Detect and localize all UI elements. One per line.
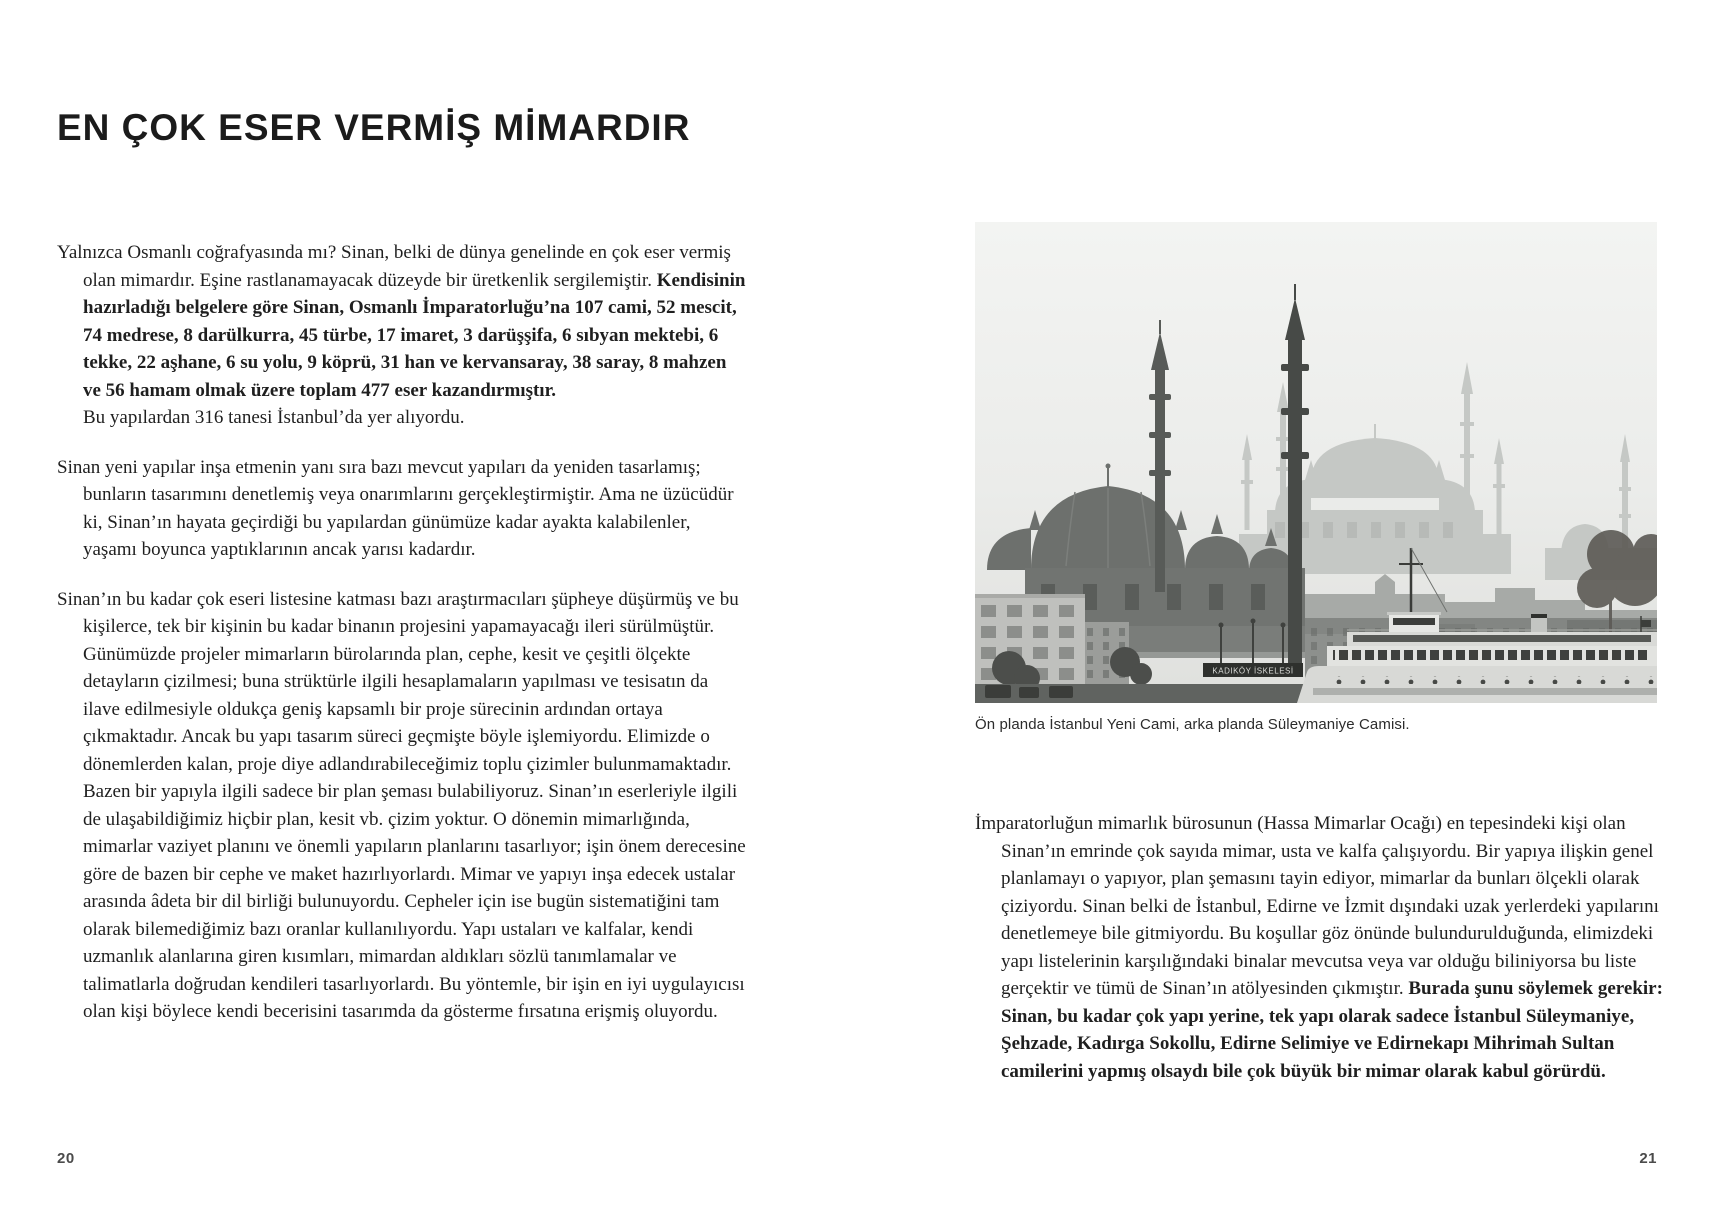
chapter-title: EN ÇOK ESER VERMİŞ MİMARDIR: [57, 106, 691, 148]
paragraph-3: Sinan’ın bu kadar çok eseri listesine katması bazı araştırmacıları şüpheye düşürmüş ve bu kişilerce, tek bir kişinin bu kadar binanın projesini yapamayacağı ileri sürülmüştür. Günümüzde projeler mimarların bürolarında plan, cephe, kesit ve çeşitli ölçekte detayların çizilmesi; buna strüktürle ilgili hesaplamaların yapılması ve tesisatın da ilave edilmesiyle oldukça geniş kapsamlı bir proje sürecinin ardından ortaya çıkmaktadır. Ancak bu yapı tasarım süreci geçmişte böyle işlemiyordu. Elimizde o dönemlerden kalan, proje diye adlandırabileceğimiz toplu çizimler bulunmamaktadır. Bazen bir yapıyla ilgili sadece bir plan şeması bulabiliyoruz. Sinan’ın eserleriyle ilgili de ulaşabildiğimiz hiçbir plan, kesit vb. çizim yoktur. O dönemin mimarlığında, mimarlar vaziyet planını ve önemli yapıların planlarını tasarlıyor; işin önem derecesine göre de bazen bir cephe ve maket hazırlıyorlardı. Mimar ve yapıyı inşa edecek ustalar arasında âdeta bir dil birliği bulunuyordu. Cepheler için ise bugün sistematiğini tam olarak bilemediğimiz bazı oranlar kullanılıyordu. Yapı ustaları ve kalfalar, kendi uzmanlık alanlarına giren kısımları, mimardan aldıkları sözlü tanımlamalar ve talimatlarla doğrudan kendileri tasarlıyorlardı. Bu yöntemle, bir işin en iyi uygulayıcısı olan kişi böylece kendi becerisini tasarımda da gösterme fırsatına erişmiş oluyordu.: [57, 588, 746, 1022]
paragraph-2: Sinan yeni yapılar inşa etmenin yanı sıra bazı mevcut yapıları da yeniden tasarlamış; bunların tasarımını denetlemiş veya onarımlarını gerçekleştirmiştir. Ama ne üzücüdür ki, Sinan’ın hayata geçirdiği bu yapılardan günümüze kadar ayakta kalabilenler, yaşamı boyunca yaptıklarının ancak yarısı kadardır.: [57, 456, 734, 560]
istanbul-skyline-photo: [975, 222, 1657, 703]
photo-caption: Ön planda İstanbul Yeni Cami, arka planda Süleymaniye Camisi.: [975, 716, 1410, 733]
page-number-right: 21: [1639, 1150, 1657, 1167]
page-number-left: 20: [57, 1150, 75, 1167]
paragraph-4: İmparatorluğun mimarlık bürosunun (Hassa Mimarlar Ocağı) en tepesindeki kişi olan Sinan’ın emrinde çok sayıda mimar, usta ve kalfa çalışıyordu. Bir yapıya ilişkin genel planlamayı o yapıyor, plan şemasını tayin ediyor, mimarlar da bunları ölçekli olarak çiziyordu. Sinan belki de İstanbul, Edirne ve İzmit dışındaki uzak yerlerdeki yapılarını denetlemeye bile gitmiyordu. Bu koşullar göz önünde bulundurulduğunda, elimizdeki yapı listelerinin karşılığındaki binalar mevcutsa veya var olduğu biliniyorsa bu liste gerçektir ve tümü de Sinan’ın atölyesinden çıkmıştır. Burada şunu söylemek gerekir: Sinan, bu kadar çok yapı yerine, tek yapı olarak sadece İstanbul Süleymaniye, Şehzade, Kadırga Sokollu, Edirne Selimiye ve Edirnekapı Mihrimah Sultan camilerini yapmış olsaydı bile çok büyük bir mimar olarak kabul görürdü.: [975, 813, 1663, 1082]
right-body-text: [975, 810, 1665, 1085]
kadikoy-sign-text: KADIKÖY İSKELESİ: [1212, 666, 1294, 676]
photo-figure: [975, 222, 1657, 735]
paragraph-1: Yalnızca Osmanlı coğrafyasında mı? Sinan, belki de dünya genelinde en çok eser vermiş olan mimardır. Eşine rastlanamayacak düzeyde bir üretkenlik sergilemiştir. Kendisinin hazırladığı belgelere göre Sinan, Osmanlı İmparatorluğu’na 107 cami, 52 mescit, 74 medrese, 8 darülkurra, 45 türbe, 17 imaret, 3 darüşşifa, 6 sıbyan mektebi, 6 tekke, 22 aşhane, 6 su yolu, 9 köprü, 31 han ve kervansaray, 38 saray, 8 mahzen ve 56 hamam olmak üzere toplam 477 eser kazandırmıştır. Bu yapılardan 316 tanesi İstanbul’da yer alıyordu.: [57, 242, 746, 428]
left-body-text: [57, 239, 747, 1026]
kadikoy-sign: [1203, 663, 1303, 677]
